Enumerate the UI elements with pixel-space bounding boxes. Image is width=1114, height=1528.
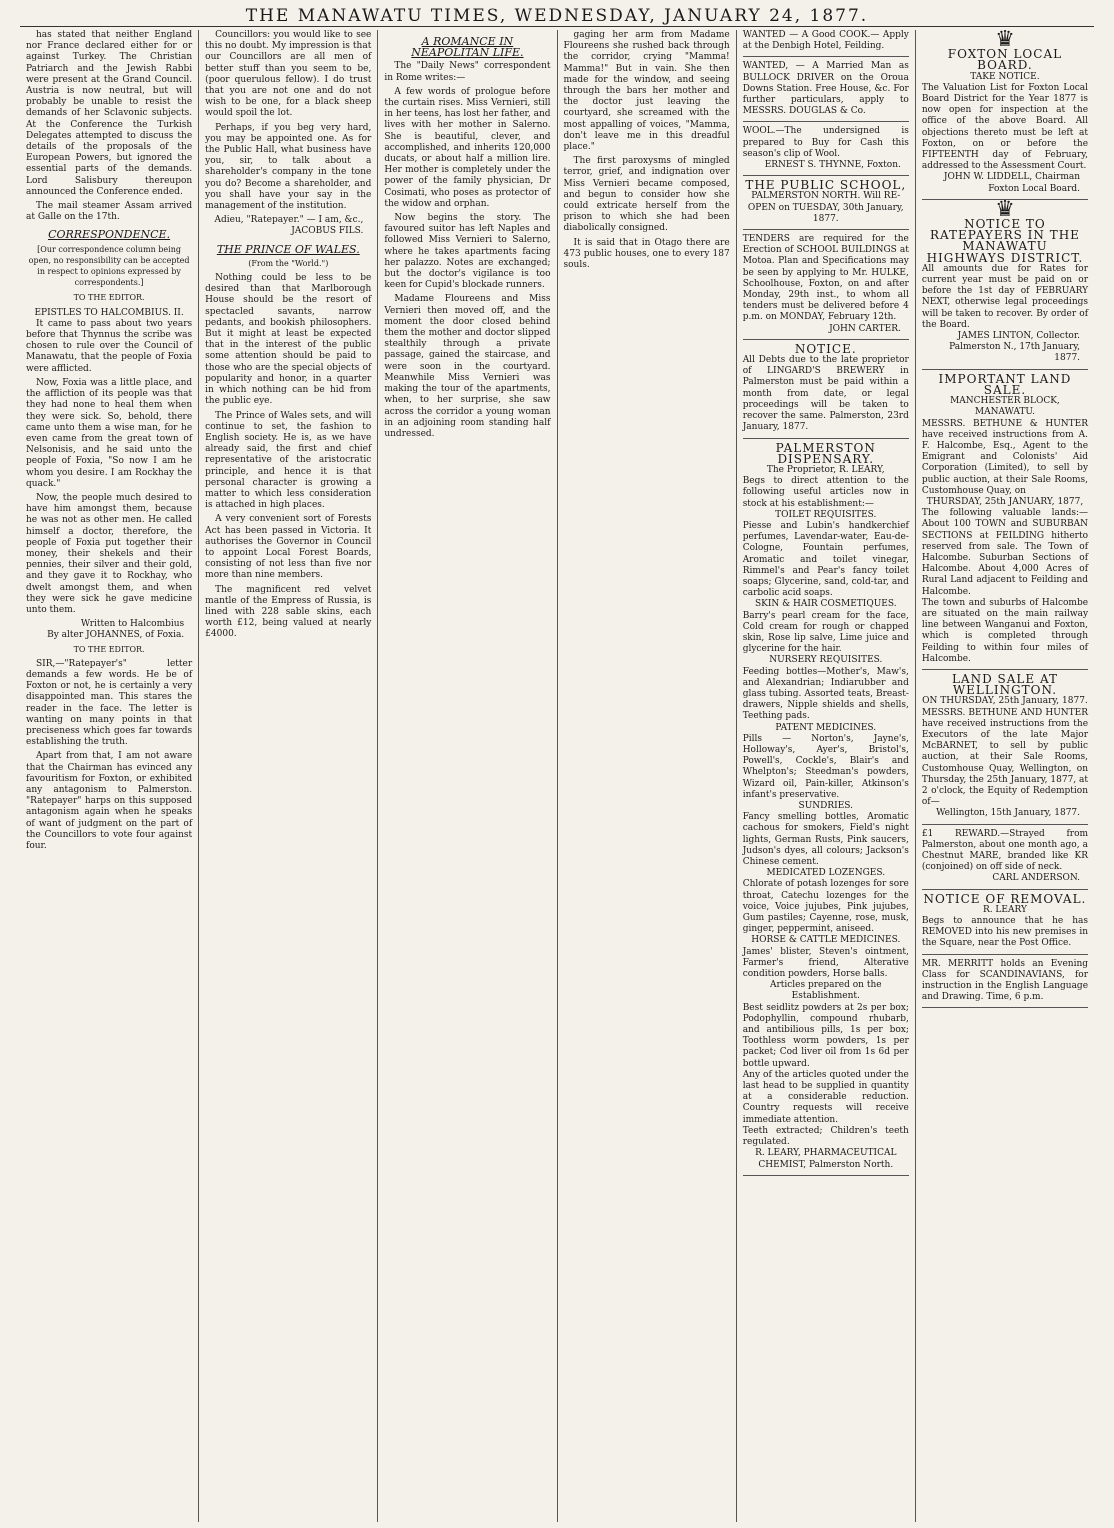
ad-title: FOXTON LOCAL BOARD. bbox=[947, 47, 1063, 73]
ad-text: Pills — Norton's, Jayne's, Holloway's, Ayer's, Bristol's, Powell's, Cockle's, Blair's and Whelpton's; Steedman's powders, Wizard oil, Pain-killer, Atkinson's infant's preservative. bbox=[742, 733, 909, 800]
ad-title: IMPORTANT LAND SALE. bbox=[938, 371, 1072, 397]
signature: Written to Halcombius bbox=[80, 619, 185, 630]
column-6 bbox=[916, 30, 1094, 1522]
advertisement bbox=[921, 671, 1089, 825]
paragraph: The mail steamer Assam arrived at Galle on the 17th. bbox=[26, 201, 193, 223]
paragraph: Nothing could be less to be desired than that Marlborough House should be the resort of spectacled savants, narrow pedants, and bookish philosophers. But it might at least be expected that in the interest of the public some attention should be paid to those who are the special objects of popularity and honor, in a quarter in which nothing can be hid from the public eye. bbox=[205, 273, 372, 407]
ad-text: All amounts due for Rates for current year must be paid on or before the 1st day of FEBRUARY NEXT, otherwise legal proceedings will be taken to recover. By order of the Board. bbox=[921, 263, 1089, 330]
ad-subhead: Articles prepared on the Establishment. bbox=[769, 980, 882, 1002]
ad-text: The town and suburbs of Halcombe are situated on the main railway line between Wanganui and Foxton, which is completed through Feilding to within four miles of Halcombe. bbox=[921, 597, 1089, 664]
ad-text: Barry's pearl cream for the face, Cold cream for rough or chapped skin, Rose lip salve, Lime juice and glycerine for the hair. bbox=[742, 610, 909, 655]
columns bbox=[20, 30, 1094, 1522]
ad-text: Feeding bottles—Mother's, Maw's, and Alexandrian; Indiarubber and glass tubing. Assorted teats, Breast-drawers, Nipple shields and shells, Teething pads. bbox=[742, 666, 909, 722]
ad-text: PALMERSTON NORTH. Will RE-OPEN on TUESDAY, 30th January, 1877. bbox=[747, 191, 904, 224]
ad-text: WANTED — A Good COOK.— Apply at the Denbigh Hotel, Feilding. bbox=[742, 30, 909, 52]
ad-title: NOTICE. bbox=[794, 341, 857, 356]
paragraph: A few words of prologue before the curtain rises. Miss Vernieri, still in her teens, has lost her father, and lives with her mother in Salerno. She is beautiful, clever, and accomplished, and inherits 120,000 ducats, or about half a million lire. Her mother is completely under the power of the family physician, Dr Cosimati, who poses as protector of the widow and orphan. bbox=[384, 86, 551, 209]
ad-text: MESSRS. BETHUNE & HUNTER have received instructions from A. F. Halcombe, Esq., Agent to the Emigrant and Colonists' Aid Corporation (Limited), to sell by public auction, at their Sale Rooms, Customhouse Quay, on bbox=[921, 418, 1089, 496]
ad-text: Piesse and Lubin's handkerchief perfumes, Lavendar-water, Eau-de-Cologne, Fountain perfumes, Aromatic and toilet vinegar, Rimmel's and Pear's fancy toilet soaps; Glycerine, sand, cold-tar, and carbolic acid soaps. bbox=[742, 520, 909, 599]
ad-text: The Valuation List for Foxton Local Board District for the Year 1877 is now open for inspection at the office of the above Board. All objections thereto must be left at Foxton, on or before the FIFTEENTH day of February, addressed to the Assessment Court. bbox=[921, 82, 1089, 172]
paragraph: The Prince of Wales sets, and will continue to set, the fashion to English society. He is, as we have already said, the first and chief representative of the aristocratic principle, and hence it is that personal character is growing a matter to which less consideration is attached in high places. bbox=[205, 410, 372, 511]
to-editor: TO THE EDITOR. bbox=[73, 644, 145, 654]
paragraph: Apart from that, I am not aware that the Chairman has evinced any favouritism for Foxton, or exhibited any antagonism to Palmerston. "Ratepayer" harps on this supposed antagonism again when he speaks of want of judgment on the part of the Councillors to vote four against four. bbox=[26, 751, 193, 852]
ad-title: NOTICE TO RATEPAYERS IN THE MANAWATU HIGHWAYS DISTRICT. bbox=[926, 217, 1084, 265]
ad-text: Fancy smelling bottles, Aromatic cachous for smokers, Field's night lights, German Rusts, Pink saucers, Judson's dyes, all colours; Jackson's Chinese cement. bbox=[742, 812, 909, 868]
paragraph: has stated that neither England nor France declared either for or against Turkey. The Christian Patriarch and the Jewish Rabbi were present at the Grand Council. Austria is now neutral, but will probably be unable to resist the demands of her Sclavonic subjects. At the Conference the Turkish Delegates attempted to discuss the details of the proposals of the European Powers, but ignored the essential parts of the demands. Lord Salisbury thereupon announced the Conference ended. bbox=[26, 30, 193, 197]
paragraph: It came to pass about two years before that Thynnus the scribe was chosen to rule over the Council of Manawatu, that the people of Foxia were afflicted. bbox=[26, 318, 193, 374]
ad-text: MESSRS. BETHUNE AND HUNTER have received instructions from the Executors of the late Major McBARNET, to sell by public auction, at their Sale Rooms, Customhouse Quay, Wellington, on Thursday, the 25th January, 1877, at 2 o'clock, the Equity of Redemption of— bbox=[921, 707, 1089, 808]
column-5 bbox=[737, 30, 916, 1522]
advertisement bbox=[743, 61, 909, 122]
editorial-note: [Our correspondence column being open, no responsibility can be accepted in respect to opinions expressed by correspondents.] bbox=[28, 244, 190, 288]
advertisement bbox=[921, 196, 1089, 370]
royal-crest-icon: ♛ bbox=[995, 196, 1015, 222]
advertisement bbox=[743, 126, 909, 176]
ad-text: WOOL.—The undersigned is prepared to Buy for Cash this season's clip of Wool. bbox=[742, 126, 909, 159]
ad-title: LAND SALE AT WELLINGTON. bbox=[951, 671, 1058, 698]
ad-signature: R. LEARY, PHARMACEUTICAL CHEMIST, Palmerston North. bbox=[755, 1148, 897, 1170]
advertisement bbox=[742, 341, 909, 439]
column-3 bbox=[378, 30, 557, 1522]
section-heading: THE PRINCE OF WALES. bbox=[216, 242, 360, 256]
ad-text: Begs to announce that he has REMOVED into his new premises in the Square, near the Post Office. bbox=[921, 916, 1089, 949]
advertisement bbox=[743, 30, 909, 57]
paragraph: The "Daily News" correspondent in Rome writes:— bbox=[384, 61, 551, 83]
royal-crest-icon: ♛ bbox=[995, 30, 1015, 52]
paragraph: It is said that in Otago there are 473 public houses, one to every 187 souls. bbox=[563, 237, 730, 271]
section-heading: CORRESPONDENCE. bbox=[48, 228, 171, 242]
ad-subhead: HORSE & CATTLE MEDICINES. bbox=[751, 935, 901, 946]
paragraph: SIR,—"Ratepayer's" letter demands a few words. He be of Foxton or not, he is certainly a very disappointed man. This stares the reader in the face. The letter is wanting on many points in that preciseness which goes far towards establishing the truth. bbox=[26, 658, 193, 748]
advertisement bbox=[743, 234, 909, 340]
ad-date: ON THURSDAY, 25th January, 1877. bbox=[922, 696, 1088, 707]
ad-text: Teeth extracted; Children's teeth regulated. bbox=[742, 1125, 909, 1148]
ad-subhead: MEDICATED LOZENGES. bbox=[766, 868, 886, 879]
ad-signature: ERNEST S. THYNNE, Foxton. bbox=[764, 160, 901, 171]
column-1 bbox=[20, 30, 199, 1522]
paragraph: Now, Foxia was a little place, and the affliction of its people was that they had none to heal them when they were sick. So, behold, there came unto them a wise man, for he even came from the great town of Nelsonisis, and he said unto the people of Foxia, "So now I am he whom you desire. I am Rockhay the quack." bbox=[26, 377, 193, 489]
ad-subhead: SKIN & HAIR COSMETIQUES. bbox=[754, 599, 897, 610]
section-heading: A ROMANCE IN NEAPOLITAN LIFE. bbox=[411, 35, 524, 60]
ad-subhead: SUNDRIES. bbox=[798, 801, 853, 811]
paragraph: gaging her arm from Madame Floureens she rushed back through the corridor, crying "Mamma! Mamma!" But in vain. She then made for the window, and seeing through the bars her mother and the doctor just leaving the courtyard, she screamed with the most appalling of voices, "Mamma, don't leave me in this dreadful place." bbox=[563, 30, 730, 153]
ad-text: Best seidlitz powders at 2s per box; Podophyllin, compound rhubarb, and antibilious pills, 1s per box; Toothless worm powders, 1s per packet; Cod liver oil from 1s 6d per bottle upward. bbox=[742, 1002, 909, 1069]
to-editor: TO THE EDITOR. bbox=[73, 293, 145, 303]
ad-subhead: TAKE NOTICE. bbox=[970, 71, 1040, 82]
advertisement bbox=[921, 891, 1089, 955]
ad-subhead: MANCHESTER BLOCK, MANAWATU. bbox=[950, 396, 1060, 418]
ad-signature: JOHN CARTER. bbox=[829, 323, 901, 334]
ad-title: THE PUBLIC SCHOOL, bbox=[745, 178, 907, 193]
source-line: (From the "World.") bbox=[248, 258, 329, 268]
ad-title: PALMERSTON DISPENSARY. bbox=[775, 440, 876, 466]
ad-text: Chlorate of potash lozenges for sore throat, Catechu lozenges for the voice, Voice jujubes, Pink jujubes, Gum pastiles; Cayenne, rose, musk, ginger, peppermint, aniseed. bbox=[742, 879, 909, 935]
advertisement bbox=[922, 959, 1088, 1009]
advertisement bbox=[921, 371, 1089, 670]
ad-proprietor: The Proprietor, R. LEARY, bbox=[766, 464, 885, 475]
paragraph: Perhaps, if you beg very hard, you may be appointed one. As for the Public Hall, what business have you, sir, to talk about a shareholder's company in the tone you do? Become a shareholder, and you shall have your say in the management of the institution. bbox=[205, 122, 372, 212]
ad-subhead: TOILET REQUISITES. bbox=[775, 509, 877, 520]
ad-signature: CARL ANDERSON. bbox=[992, 873, 1081, 884]
ad-signature: JOHN W. LIDDELL, Chairman Foxton Local Board. bbox=[943, 172, 1081, 194]
ad-text: The following valuable lands:— About 100 TOWN and SUBURBAN SECTIONS at FEILDING hitherto reserved from sale. The Town of Halcombe. Suburban Sections of Halcombe. About 4,000 Acres of Rural Land adjacent to Feilding and Halcombe. bbox=[921, 508, 1089, 597]
ad-text: WANTED, — A Married Man as BULLOCK DRIVER on the Oroua Downs Station. Free House, &c. For further particulars, apply to MESSRS. DOUGLAS & Co. bbox=[742, 61, 909, 117]
ad-subhead: NURSERY REQUISITES. bbox=[769, 655, 883, 666]
ad-text: All Debts due to the late proprietor of LINGARD'S BREWERY in Palmerston must be paid within a month from date, or legal proceedings will be taken to recover the same. Palmerston, 23rd January, 1877. bbox=[742, 355, 909, 433]
advertisement bbox=[922, 829, 1088, 890]
ad-text: £1 REWARD.—Strayed from Palmerston, about one month ago, a Chestnut MARE, branded like KR (conjoined) on off side of neck. bbox=[921, 828, 1089, 873]
advertisement bbox=[743, 180, 909, 230]
ad-title: NOTICE OF REMOVAL. bbox=[923, 891, 1087, 906]
ad-text: MR. MERRITT holds an Evening Class for SCANDINAVIANS, for instruction in the English Language and Drawing. Time, 6 p.m. bbox=[921, 958, 1089, 1003]
signature: By alter JOHANNES, of Foxia. bbox=[47, 630, 185, 641]
paragraph: Now, the people much desired to have him amongst them, because he was not as other men. He called himself a doctor, therefore, the people of Foxia put together their money, their shekels and their pennies, their silver and their gold, and they gave it to Rockhay, who dwelt amongst them, and when they were sick he gave medicine unto them. bbox=[26, 492, 193, 615]
masthead-rule bbox=[20, 26, 1094, 27]
paragraph: Now begins the story. The favoured suitor has left Naples and followed Miss Vernieri to Salerno, where he takes apartments facing her palazzo. Notes are exchanged; but the doctor's vigilance is too keen for Cupid's blockade runners. bbox=[384, 213, 551, 291]
column-2 bbox=[199, 30, 378, 1522]
letter-title: EPISTLES TO HALCOMBIUS. II. bbox=[34, 307, 184, 318]
paragraph: Madame Floureens and Miss Vernieri then moved off, and the moment the door closed behind them the mother and doctor slipped stealthily through a private passage, gained the staircase, and were soon in the courtyard. Meanwhile Miss Vernieri was making the tour of the apartments, when, to her surprise, she saw across the corridor a young woman in an adjoining room standing half undressed. bbox=[384, 294, 551, 439]
ad-text: TENDERS are required for the Erection of SCHOOL BUILDINGS at Motoa. Plan and Specifications may be seen by applying to Mr. HULKE, Schoolhouse, Foxton, on and after Monday, 29th inst., to whom all tenders must be delivered before 4 p.m. on MONDAY, February 12th. bbox=[742, 234, 909, 323]
advertisement bbox=[742, 440, 909, 1176]
column-4 bbox=[558, 30, 737, 1522]
ad-subhead: PATENT MEDICINES. bbox=[775, 722, 877, 733]
paragraph: The first paroxysms of mingled terror, grief, and indignation over Miss Vernieri became composed, and begun to consider how she could extricate herself from the prison to which she had been diabolically consigned. bbox=[563, 156, 730, 234]
paragraph: The magnificent red velvet mantle of the Empress of Russia, is lined with 228 sable skins, each worth £12, being valued at nearly £4000. bbox=[205, 584, 372, 640]
ad-signature: Wellington, 15th January, 1877. bbox=[936, 808, 1081, 819]
paragraph: A very convenient sort of Forests Act has been passed in Victoria. It authorises the Governor in Council to appoint Local Forest Boards, consisting of not less than five nor more than nine members. bbox=[205, 514, 372, 581]
paragraph: Councillors: you would like to see this no doubt. My impression is that our Councillors are all men of better stuff than you seem to be, (poor querulous fellow). I do trust that you are not one and do not wish to be one, for a black sheep would spoil the lot. bbox=[205, 30, 372, 119]
ad-text: Begs to direct attention to the following useful articles now in stock at his establishment:— bbox=[742, 476, 909, 509]
masthead: THE MANAWATU TIMES, WEDNESDAY, JANUARY 24, 1877. bbox=[245, 6, 869, 26]
advertisement bbox=[921, 30, 1089, 200]
signature: Adieu, "Ratepayer." — I am, &c., JACOBUS FILS. bbox=[214, 215, 364, 237]
ad-name: R. LEARY bbox=[982, 904, 1027, 915]
ad-text: Any of the articles quoted under the last head to be supplied in quantity at a considerable reduction. Country requests will receive immediate attention. bbox=[742, 1069, 909, 1125]
ad-date: THURSDAY, 25th JANUARY, 1877, bbox=[926, 496, 1084, 507]
ad-text: James' blister, Steven's ointment, Farmer's friend, Alterative condition powders, Horse balls. bbox=[742, 946, 909, 980]
ad-signature: JAMES LINTON, Collector. Palmerston N., 17th January, 1877. bbox=[949, 331, 1081, 364]
